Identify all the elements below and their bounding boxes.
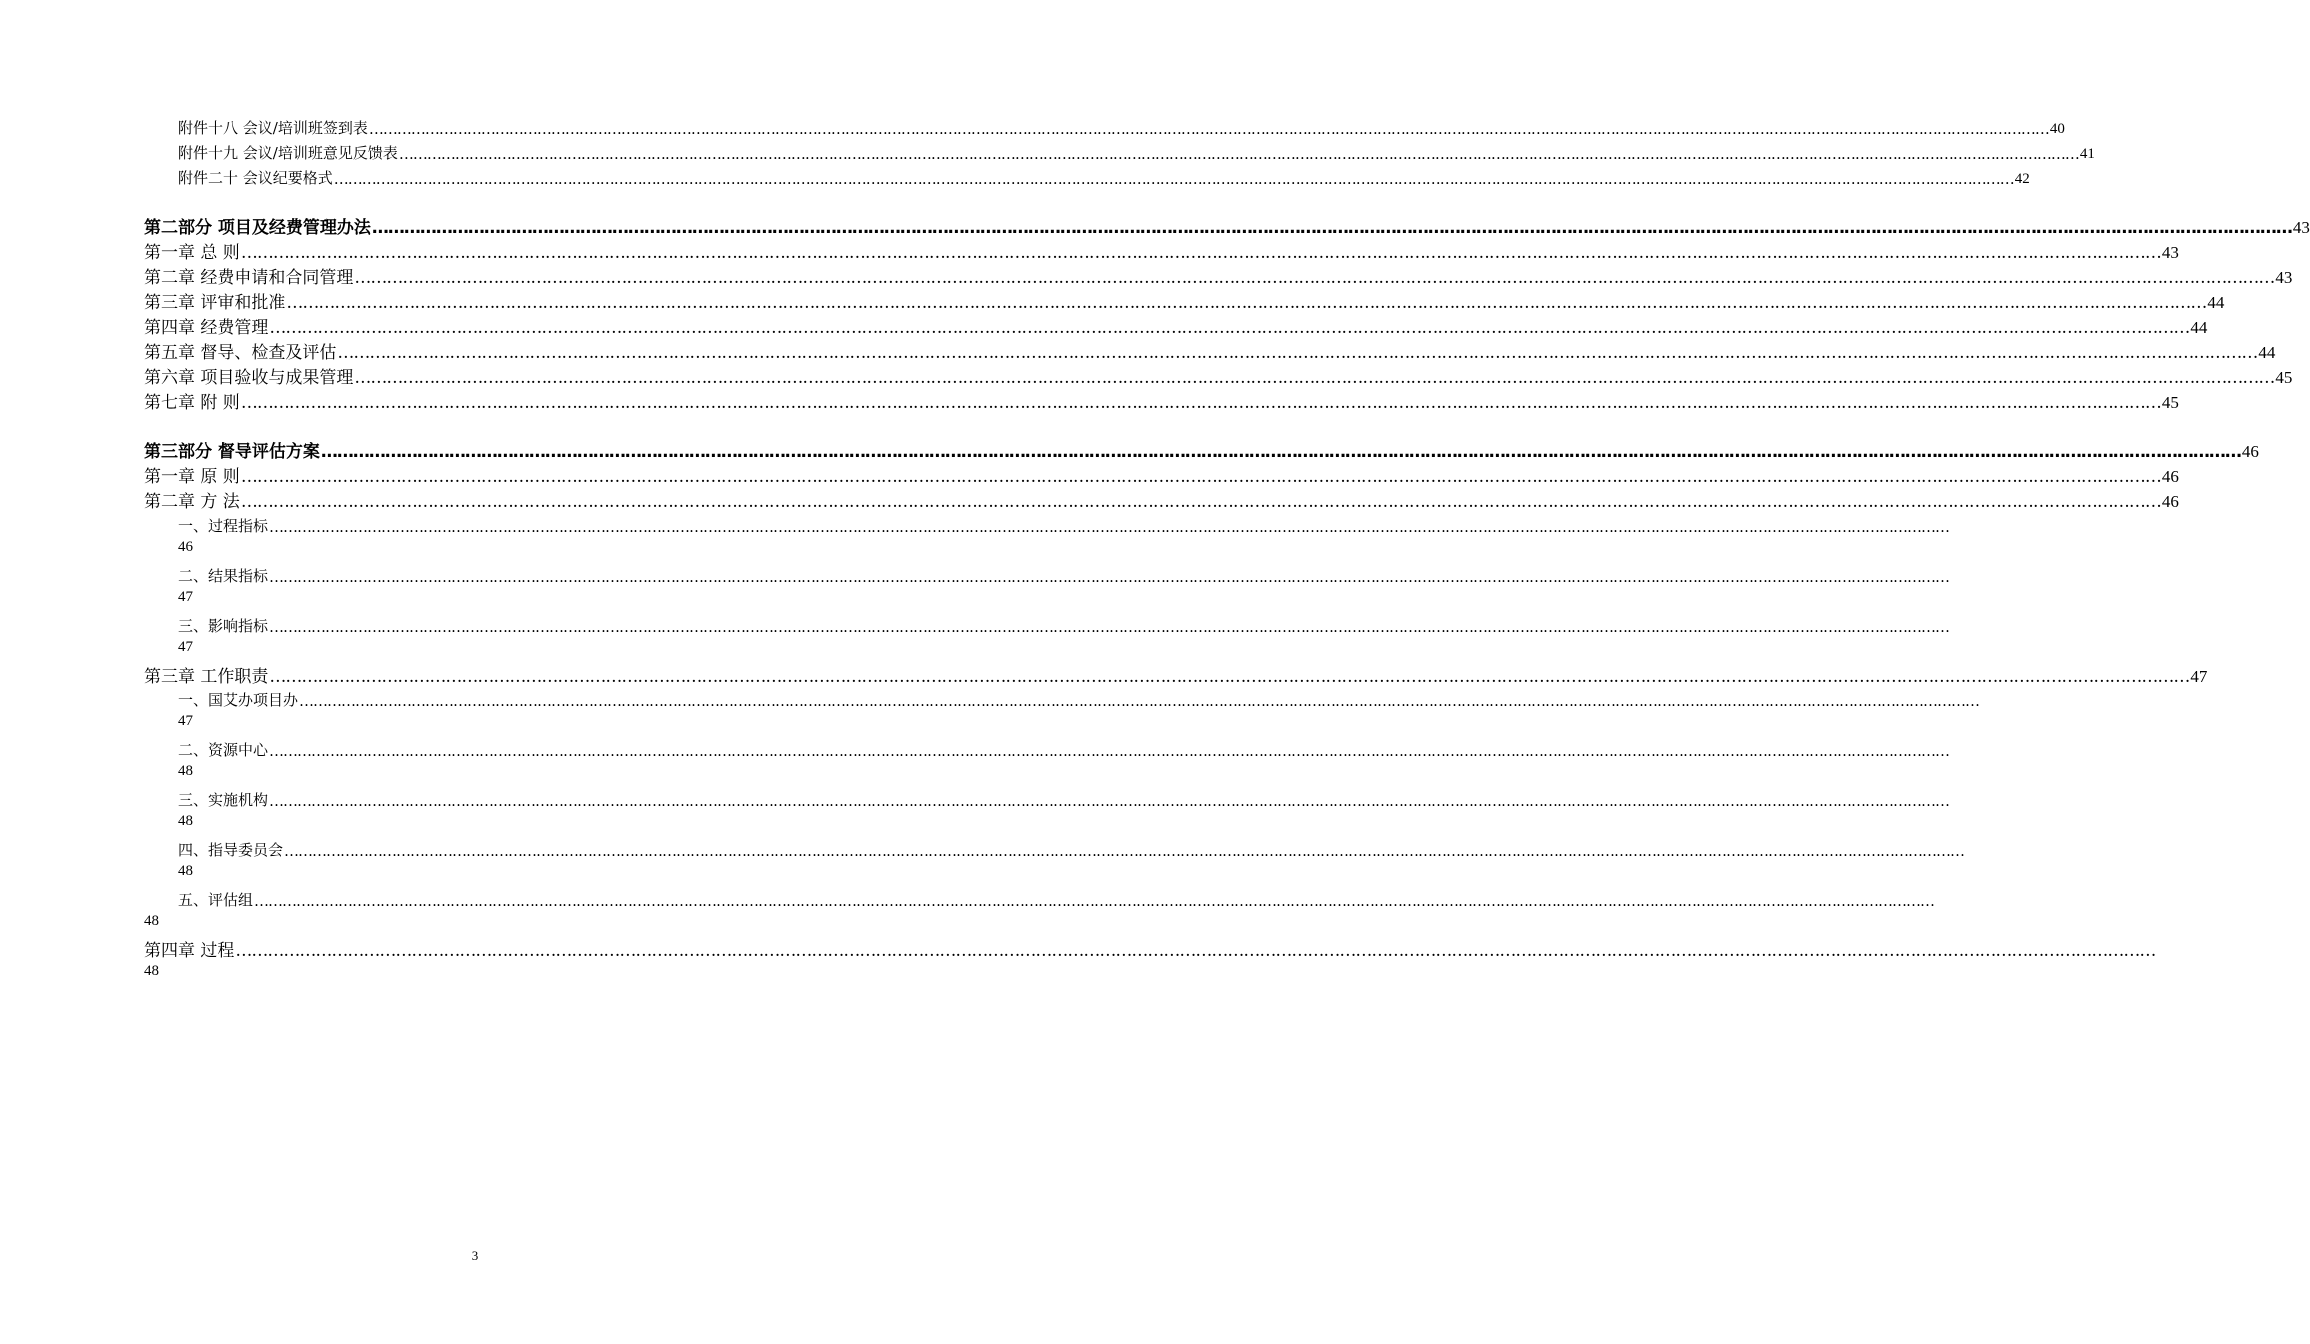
toc-label: 第四章 经费管理 xyxy=(144,318,269,338)
leader-dots: ……………………………………………………………………………………………………………………………………………………………………………………………………………………………………………………………………………………………………………………………… xyxy=(235,941,2156,961)
toc-chapter[interactable] xyxy=(144,663,2208,687)
leader-dots: ……………………………………………………………………………………………………………………………………………………………………………………………………………………………………………………………………………………………………………………………… xyxy=(269,318,2190,338)
leader-dots: ……………………………………………………………………………………………………………………………………………………………………………………………………………………………………………………………………………………………………………………………… xyxy=(286,293,2207,313)
toc-page: 46 xyxy=(2161,467,2179,486)
toc-label: 一、国艾办项目办 xyxy=(178,691,299,709)
toc-chapter[interactable] xyxy=(144,364,2293,388)
toc-part-2[interactable] xyxy=(144,214,2310,238)
leader-dots: ……………………………………………………………………………………………………………………………………………………………………………………………………………………………………………………………………………………………………………………………… xyxy=(299,692,1980,710)
toc-page: 48 xyxy=(178,863,193,879)
leader-dots: ……………………………………………………………………………………………………………………………………………………………………………………………………………………………………………………………………………………………………………………………… xyxy=(240,492,2161,512)
toc-part-3[interactable] xyxy=(144,438,2259,462)
toc-label: 第三章 评审和批准 xyxy=(144,293,286,313)
toc-page: 48 xyxy=(144,913,159,929)
toc-page: 46 xyxy=(2241,442,2259,461)
toc-label: 二、资源中心 xyxy=(178,741,269,759)
toc-chapter[interactable] xyxy=(144,314,2208,338)
toc-label: 二、结果指标 xyxy=(178,567,269,585)
toc-label: 第三章 工作职责 xyxy=(144,667,269,687)
toc-section[interactable] xyxy=(178,788,1950,810)
toc-page: 43 xyxy=(2292,218,2310,237)
toc-label: 第六章 项目验收与成果管理 xyxy=(144,368,354,388)
toc-section[interactable] xyxy=(178,838,1965,860)
leader-dots: ……………………………………………………………………………………………………………………………………………………………………………………………………………………………………………………………………………………………………………………………… xyxy=(240,243,2161,263)
toc-section[interactable] xyxy=(178,564,1950,586)
leader-dots: ……………………………………………………………………………………………………………………………………………………………………………………………………………………………………………………………………………………………………………………………… xyxy=(354,368,2275,388)
toc-page: 44 xyxy=(2190,318,2208,337)
toc-chapter[interactable] xyxy=(144,289,2225,313)
toc-page: 43 xyxy=(2275,268,2293,287)
toc-section[interactable] xyxy=(178,888,1935,910)
leader-dots: ……………………………………………………………………………………………………………………………………………………………………………………………………………………………………………………………………………………………………………………………… xyxy=(269,618,1950,636)
leader-dots: ……………………………………………………………………………………………………………………………………………………………………………………………………………………………………………………………………………………………………………………………… xyxy=(320,442,2241,462)
toc-chapter[interactable] xyxy=(144,937,2156,961)
toc-chapter[interactable] xyxy=(144,389,2179,413)
toc-page: 40 xyxy=(2049,121,2065,137)
toc-label: 四、指导委员会 xyxy=(178,841,284,859)
toc-chapter[interactable] xyxy=(144,239,2179,263)
toc-page: 47 xyxy=(2190,667,2208,686)
toc-part-title: 第三部分 督导评估方案 xyxy=(144,442,320,462)
toc-section[interactable] xyxy=(178,738,1950,760)
toc-entry-appendix-18[interactable] xyxy=(178,116,2065,138)
leader-dots: ……………………………………………………………………………………………………………………………………………………………………………………………………………………………………………………………………………………………………………………………… xyxy=(368,120,2049,138)
toc-label: 第一章 原 则 xyxy=(144,467,240,487)
toc-page: 42 xyxy=(2014,171,2030,187)
leader-dots: ……………………………………………………………………………………………………………………………………………………………………………………………………………………………………………………………………………………………………………………………… xyxy=(269,518,1950,536)
toc-label: 第二章 方 法 xyxy=(144,492,240,512)
toc-chapter[interactable] xyxy=(144,463,2179,487)
leader-dots: ……………………………………………………………………………………………………………………………………………………………………………………………………………………………………………………………………………………………………………………………… xyxy=(269,742,1950,760)
toc-part-title: 第二部分 项目及经费管理办法 xyxy=(144,218,371,238)
leader-dots: ……………………………………………………………………………………………………………………………………………………………………………………………………………………………………………………………………………………………………………………………… xyxy=(240,467,2161,487)
leader-dots: ……………………………………………………………………………………………………………………………………………………………………………………………………………………………………………………………………………………………………………………………… xyxy=(333,170,2014,188)
toc-chapter[interactable] xyxy=(144,488,2179,512)
leader-dots: ……………………………………………………………………………………………………………………………………………………………………………………………………………………………………………………………………………………………………………………………… xyxy=(371,218,2292,238)
toc-page: 47 xyxy=(178,589,193,605)
toc-label: 附件二十 会议纪要格式 xyxy=(178,169,333,187)
toc-label: 第七章 附 则 xyxy=(144,393,240,413)
toc-page: 48 xyxy=(178,763,193,779)
toc-section[interactable] xyxy=(178,688,1980,710)
toc-label: 附件十八 会议/培训班签到表 xyxy=(178,119,368,137)
toc-section[interactable] xyxy=(178,514,1950,536)
leader-dots: ……………………………………………………………………………………………………………………………………………………………………………………………………………………………………………………………………………………………………………………………… xyxy=(284,842,1965,860)
toc-label: 五、评估组 xyxy=(178,891,254,909)
leader-dots: ……………………………………………………………………………………………………………………………………………………………………………………………………………………………………………………………………………………………………………………………… xyxy=(269,568,1950,586)
toc-page: 44 xyxy=(2258,343,2276,362)
toc-label: 附件十九 会议/培训班意见反馈表 xyxy=(178,144,398,162)
leader-dots: ……………………………………………………………………………………………………………………………………………………………………………………………………………………………………………………………………………………………………………………………… xyxy=(254,892,1935,910)
toc-page: 44 xyxy=(2207,293,2225,312)
toc-page: 48 xyxy=(144,963,159,979)
toc-page: 45 xyxy=(2275,368,2293,387)
toc-chapter[interactable] xyxy=(144,339,2276,363)
toc-page: 45 xyxy=(2161,393,2179,412)
leader-dots: ……………………………………………………………………………………………………………………………………………………………………………………………………………………………………………………………………………………………………………………………… xyxy=(269,792,1950,810)
toc-label: 第二章 经费申请和合同管理 xyxy=(144,268,354,288)
toc-label: 第五章 督导、检查及评估 xyxy=(144,343,337,363)
toc-page: 46 xyxy=(2161,492,2179,511)
toc-page: 47 xyxy=(178,713,193,729)
leader-dots: ……………………………………………………………………………………………………………………………………………………………………………………………………………………………………………………………………………………………………………………………… xyxy=(269,667,2190,687)
toc-page: 46 xyxy=(178,539,193,555)
toc-entry-appendix-19[interactable] xyxy=(178,141,2095,163)
leader-dots: ……………………………………………………………………………………………………………………………………………………………………………………………………………………………………………………………………………………………………………………………… xyxy=(337,343,2258,363)
leader-dots: ……………………………………………………………………………………………………………………………………………………………………………………………………………………………………………………………………………………………………………………………… xyxy=(354,268,2275,288)
toc-page: 41 xyxy=(2079,146,2095,162)
toc-label: 三、实施机构 xyxy=(178,791,269,809)
toc-page: 43 xyxy=(2161,243,2179,262)
toc-label: 三、影响指标 xyxy=(178,617,269,635)
toc-label: 一、过程指标 xyxy=(178,517,269,535)
toc-page: 47 xyxy=(178,639,193,655)
page-number: 3 xyxy=(471,1248,479,1263)
toc-label: 第一章 总 则 xyxy=(144,243,240,263)
leader-dots: ……………………………………………………………………………………………………………………………………………………………………………………………………………………………………………………………………………………………………………………………… xyxy=(398,145,2079,163)
leader-dots: ……………………………………………………………………………………………………………………………………………………………………………………………………………………………………………………………………………………………………………………………… xyxy=(240,393,2161,413)
toc-section[interactable] xyxy=(178,614,1950,636)
toc-entry-appendix-20[interactable] xyxy=(178,166,2030,188)
toc-label: 第四章 过程 xyxy=(144,941,235,961)
toc-chapter[interactable] xyxy=(144,264,2293,288)
toc-page: 48 xyxy=(178,813,193,829)
